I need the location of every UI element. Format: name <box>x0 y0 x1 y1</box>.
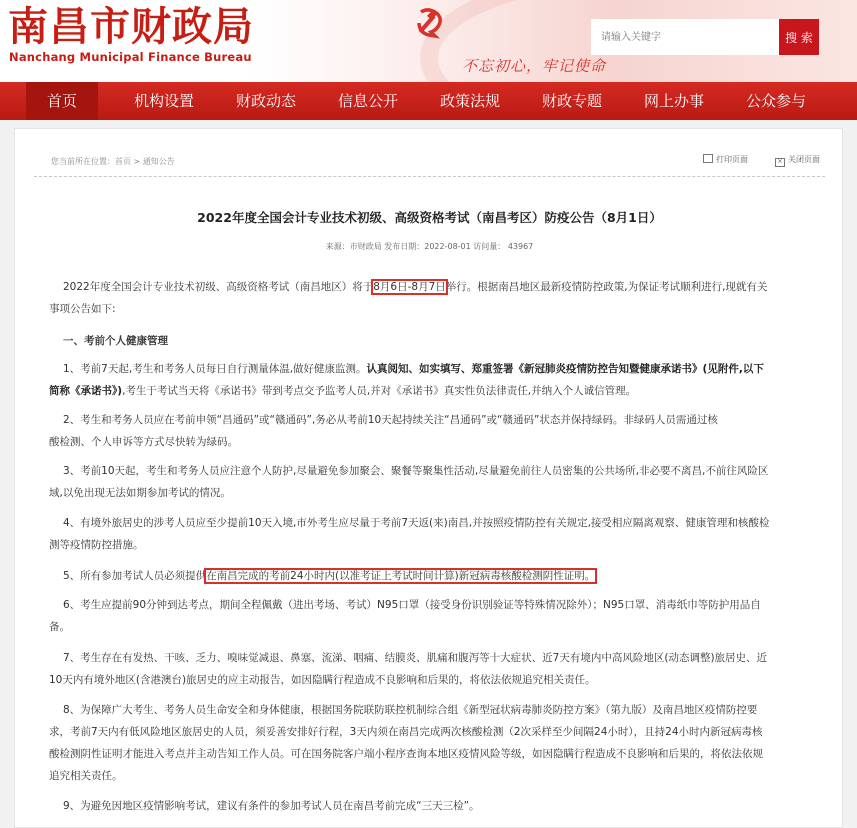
close-icon: × <box>775 158 785 167</box>
para1-line2 <box>49 380 636 402</box>
intro-line-2: 事项公告如下: <box>49 303 116 315</box>
para2-line1: 2、考生和考务人员应在考前申领“昌通码”或“赣通码”,务必从考前10天起持续关注“昌通码”或“赣通码”状态并保持绿码。非绿码人员需通过核 <box>63 414 718 426</box>
para6-line2: 备。 <box>49 621 70 633</box>
nav-item-topics[interactable]: 财政专题 <box>541 92 602 110</box>
para4-line1: 4、有境外旅居史的涉考人员应至少提前10天入境,市外考生应尽量于考前7天返(来)南昌,并按照疫情防控有关规定,接受相应隔离观察、健康管理和核酸检 <box>63 517 770 529</box>
nucleic-test-highlight: 在南昌完成的考前24小时内(以准考证上考试时间计算)新冠病毒核酸检测阴性证明。 <box>206 570 596 582</box>
header-slogan: 不忘初心，牢记使命 <box>462 57 607 75</box>
nav-item-news[interactable]: 财政动态 <box>235 92 296 110</box>
para3-line2: 域,以免出现无法如期参加考试的情况。 <box>49 487 231 499</box>
party-emblem-icon <box>407 2 451 42</box>
article-meta: 来源：市财政局 发布日期：2022-08-01 访问量： 43967 <box>325 242 534 251</box>
site-logo[interactable]: 南昌市财政局 <box>8 3 254 50</box>
para1-line1 <box>63 358 764 380</box>
nav-item-public-participation[interactable]: 公众参与 <box>745 92 806 110</box>
para7-line2: 10天内有境外地区(含港澳台)旅居史的应主动报告，如因隐瞒行程造成不良影响和后果的，将依法依规追究相关责任。 <box>49 674 596 686</box>
para1-text-2: ,考生于考试当天将《承诺书》带到考点交予监考人员,并对《承诺书》真实性负法律责任,并纳入个人诚信管理。 <box>122 385 637 397</box>
search-input[interactable] <box>591 19 779 55</box>
nav-item-home[interactable]: 首页 <box>26 82 98 120</box>
search-button[interactable]: 搜 索 <box>779 19 819 55</box>
nav-item-policy[interactable]: 政策法规 <box>439 92 500 110</box>
para5-line <box>63 565 595 587</box>
main-nav <box>0 82 857 120</box>
nav-item-organization[interactable]: 机构设置 <box>133 92 194 110</box>
site-logo-english: Nanchang Municipal Finance Bureau <box>9 50 252 64</box>
close-label: 关闭页面 <box>788 155 820 164</box>
print-button[interactable] <box>703 154 748 165</box>
para8-line2: 求，考前7天内有低风险地区旅居史的人员，须妥善安排好行程，3天内须在南昌完成两次核酸检测（2次采样至少间隔24小时），且持24小时内新冠病毒核 <box>49 726 763 738</box>
para9-line: 9、为避免因地区疫情影响考试，建议有条件的参加考试人员在南昌考前完成“三天三检”。 <box>63 800 480 812</box>
intro-line-1 <box>63 276 767 298</box>
para6-line1: 6、考生应提前90分钟到达考点，期间全程佩戴（进出考场、考试）N95口罩（接受身份识别验证等特殊情况除外）；N95口罩、消毒纸巾等防护用品自 <box>63 599 761 611</box>
para5-text: 5、所有参加考试人员必须提供 <box>63 570 207 582</box>
para3-line1: 3、考前10天起，考生和考务人员应注意个人防护,尽量避免参加聚会、聚餐等聚集性活动,尽量避免前往人员密集的公共场所,非必要不离昌,不前往风险区 <box>63 465 769 477</box>
para8-line4: 追究相关责任。 <box>49 770 123 782</box>
site-header <box>0 0 857 82</box>
nav-item-disclosure[interactable]: 信息公开 <box>337 92 398 110</box>
para1-bold: 认真阅知、如实填写、郑重签署《新冠肺炎疫情防控告知暨健康承诺书》(见附件,以下 <box>366 363 764 375</box>
para1-text: 1、考前7天起,考生和考务人员每日自行测量体温,做好健康监测。 <box>63 363 367 375</box>
section-heading: 一、考前个人健康管理 <box>63 335 168 347</box>
exam-date-highlight: 8月6日-8月7日 <box>373 281 446 293</box>
intro-text: 2022年度全国会计专业技术初级、高级资格考试（南昌地区）将于 <box>63 281 374 293</box>
para2-line2: 酸检测、个人申诉等方式尽快转为绿码。 <box>49 436 238 448</box>
para8-line3: 酸检测阴性证明才能进入考点并主动告知工作人员。可在国务院客户端小程序查询本地区疫情风险等级，如因隐瞒行程造成不良影响和后果的，将依法依规 <box>49 748 763 760</box>
divider <box>34 176 825 177</box>
print-label: 打印页面 <box>716 155 748 164</box>
print-icon <box>703 154 713 163</box>
para4-line2: 测等疫情防控措施。 <box>49 539 144 551</box>
nav-item-online-services[interactable]: 网上办事 <box>643 92 704 110</box>
para1-bold-2: 简称《承诺书》) <box>49 385 123 397</box>
para7-line1: 7、考生存在有发热、干咳、乏力、嗅味觉减退、鼻塞、流涕、咽痛、结膜炎、肌痛和腹泻等十大症状、近7天有境内中高风险地区(动态调整)旅居史、近 <box>63 652 768 664</box>
breadcrumb[interactable]: 您当前所在位置：首页 > 通知公告 <box>51 157 175 166</box>
article-title: 2022年度全国会计专业技术初级、高级资格考试（南昌考区）防疫公告（8月1日） <box>197 210 662 225</box>
intro-text-cont: 举行。根据南昌地区最新疫情防控政策,为保证考试顺利进行,现就有关 <box>445 281 768 293</box>
para8-line1: 8、为保障广大考生、考务人员生命安全和身体健康，根据国务院联防联控机制综合组《新型冠状病毒肺炎防控方案》（第九版）及南昌地区疫情防控要 <box>63 704 758 716</box>
close-page-button[interactable] <box>775 154 820 167</box>
